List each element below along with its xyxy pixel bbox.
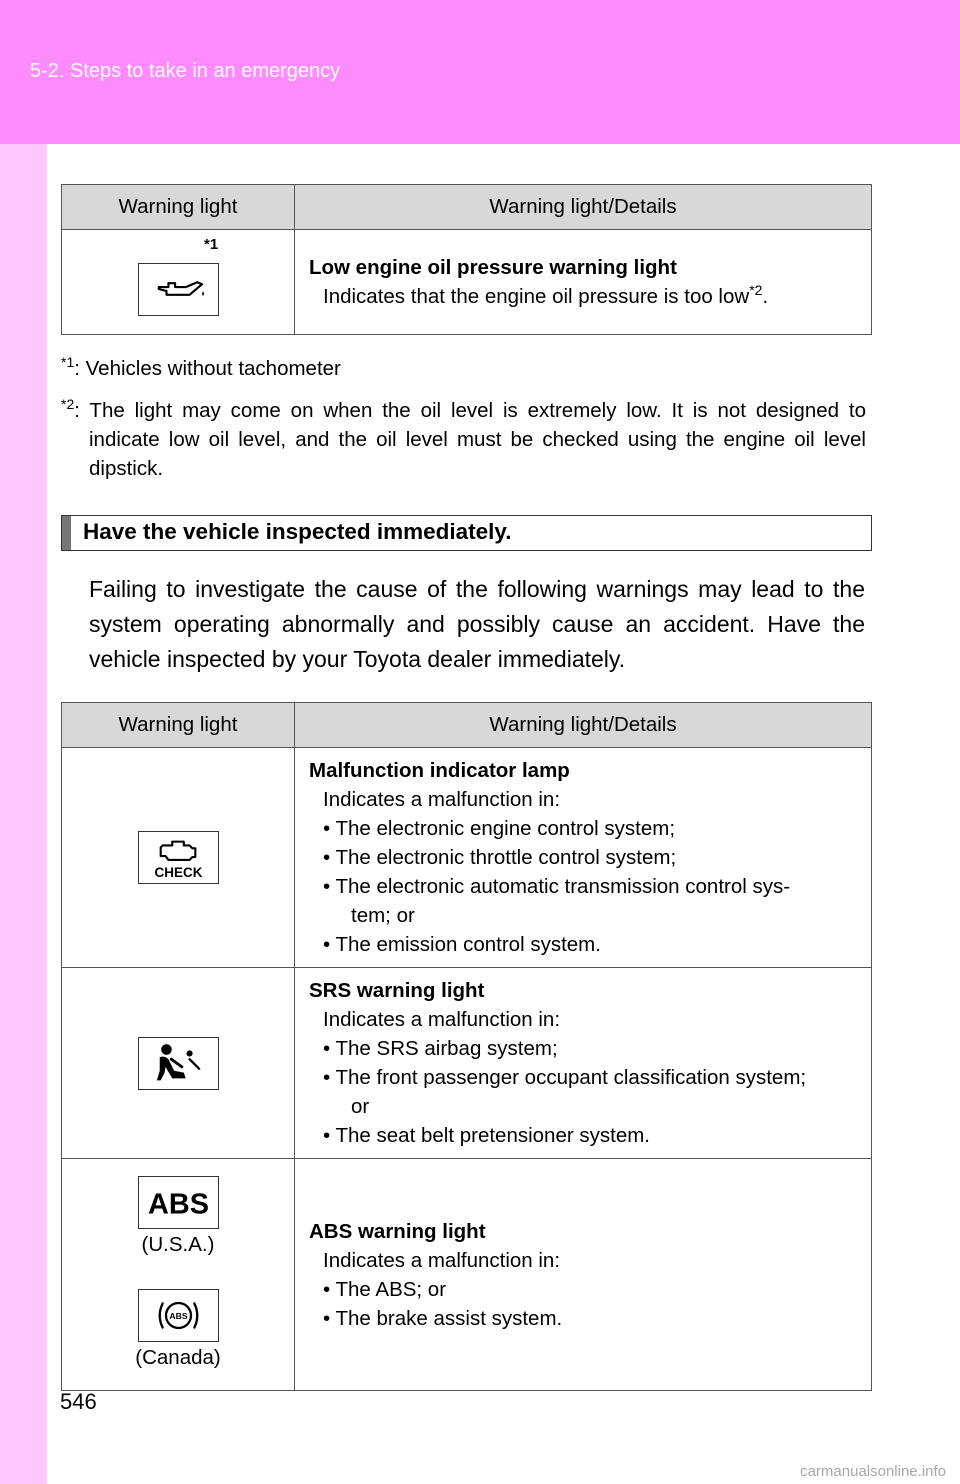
list-item: • The seat belt pretensioner system. xyxy=(323,1124,650,1147)
svg-text:ABS: ABS xyxy=(168,1310,188,1321)
list-item: • The electronic automatic transmission control sys- xyxy=(323,875,791,898)
section-intro: Failing to investigate the cause of the following warnings may lead to the system operating abnormally and possibly cause an accident. Have the vehicle inspected by your Toyota dealer immediately. xyxy=(89,576,865,672)
region-caption-usa: (U.S.A.) xyxy=(141,1232,215,1256)
page-number: 546 xyxy=(60,1389,97,1414)
footer-watermark: carmanualsonline.info xyxy=(800,1463,946,1480)
icon-cell xyxy=(62,230,295,335)
list-item: or xyxy=(351,1095,370,1118)
icon-cell xyxy=(62,968,295,1159)
check-engine-icon xyxy=(138,831,219,884)
oil-can-icon xyxy=(138,263,219,316)
warning-title: Malfunction indicator lamp xyxy=(309,759,570,782)
list-item: tem; or xyxy=(351,904,415,927)
footnote-mark: *1 xyxy=(204,236,219,253)
column-header-details: Warning light/Details xyxy=(295,185,872,230)
icon-cell xyxy=(62,748,295,968)
list-item: • The emission control system. xyxy=(323,933,601,956)
warning-description: Indicates a malfunction in: xyxy=(323,788,561,811)
side-band xyxy=(0,144,47,1484)
airbag-icon xyxy=(138,1037,219,1090)
detail-cell xyxy=(295,230,872,335)
list-item: • The front passenger occupant classification system; xyxy=(323,1066,807,1089)
abs-canada-icon xyxy=(138,1289,219,1342)
svg-text:CHECK: CHECK xyxy=(154,865,202,881)
icon-cell xyxy=(62,1159,295,1391)
svg-text:ABS: ABS xyxy=(147,1188,209,1221)
list-item: • The electronic throttle control system; xyxy=(323,846,677,869)
warning-title: ABS warning light xyxy=(309,1219,486,1243)
detail-cell xyxy=(295,968,872,1159)
warning-description: Indicates that the engine oil pressure is too low$^{*2}$. xyxy=(323,282,769,308)
detail-cell xyxy=(295,1159,872,1391)
section-heading xyxy=(61,515,872,551)
column-header-warning-light: Warning light xyxy=(62,703,295,748)
detail-cell xyxy=(295,748,872,968)
warning-light-table-1 xyxy=(61,184,872,335)
section-title: Have the vehicle inspected immediately. xyxy=(83,519,512,544)
warning-description: Indicates a malfunction in: xyxy=(323,1248,561,1272)
section-breadcrumb: 5-2. Steps to take in an emergency xyxy=(30,60,341,82)
list-item: • The ABS; or xyxy=(323,1277,447,1301)
abs-usa-icon xyxy=(138,1176,219,1229)
warning-title: SRS warning light xyxy=(309,979,485,1002)
list-item: • The electronic engine control system; xyxy=(323,817,676,840)
footnote-1: $^{*1}$: Vehicles without tachometer xyxy=(61,354,341,380)
list-item: • The brake assist system. xyxy=(323,1306,563,1330)
footnote-2: $^{*2}$: The light may come on when the oil level is extremely low. It is not designed to indicate low oil level, and the oil level must be checked using the engine oil level dipstick. xyxy=(61,396,866,480)
footnote-ref: *2 xyxy=(749,282,763,299)
table-row xyxy=(62,1159,872,1391)
table-row xyxy=(62,748,872,968)
list-item: • The SRS airbag system; xyxy=(323,1037,558,1060)
column-header-warning-light: Warning light xyxy=(62,185,295,230)
warning-title: Low engine oil pressure warning light xyxy=(309,256,677,279)
warning-description: Indicates a malfunction in: xyxy=(323,1008,561,1031)
warning-light-table-2 xyxy=(61,702,872,1391)
region-caption-canada: (Canada) xyxy=(135,1345,221,1369)
table-row xyxy=(62,968,872,1159)
table-row xyxy=(62,230,872,335)
column-header-details: Warning light/Details xyxy=(295,703,872,748)
